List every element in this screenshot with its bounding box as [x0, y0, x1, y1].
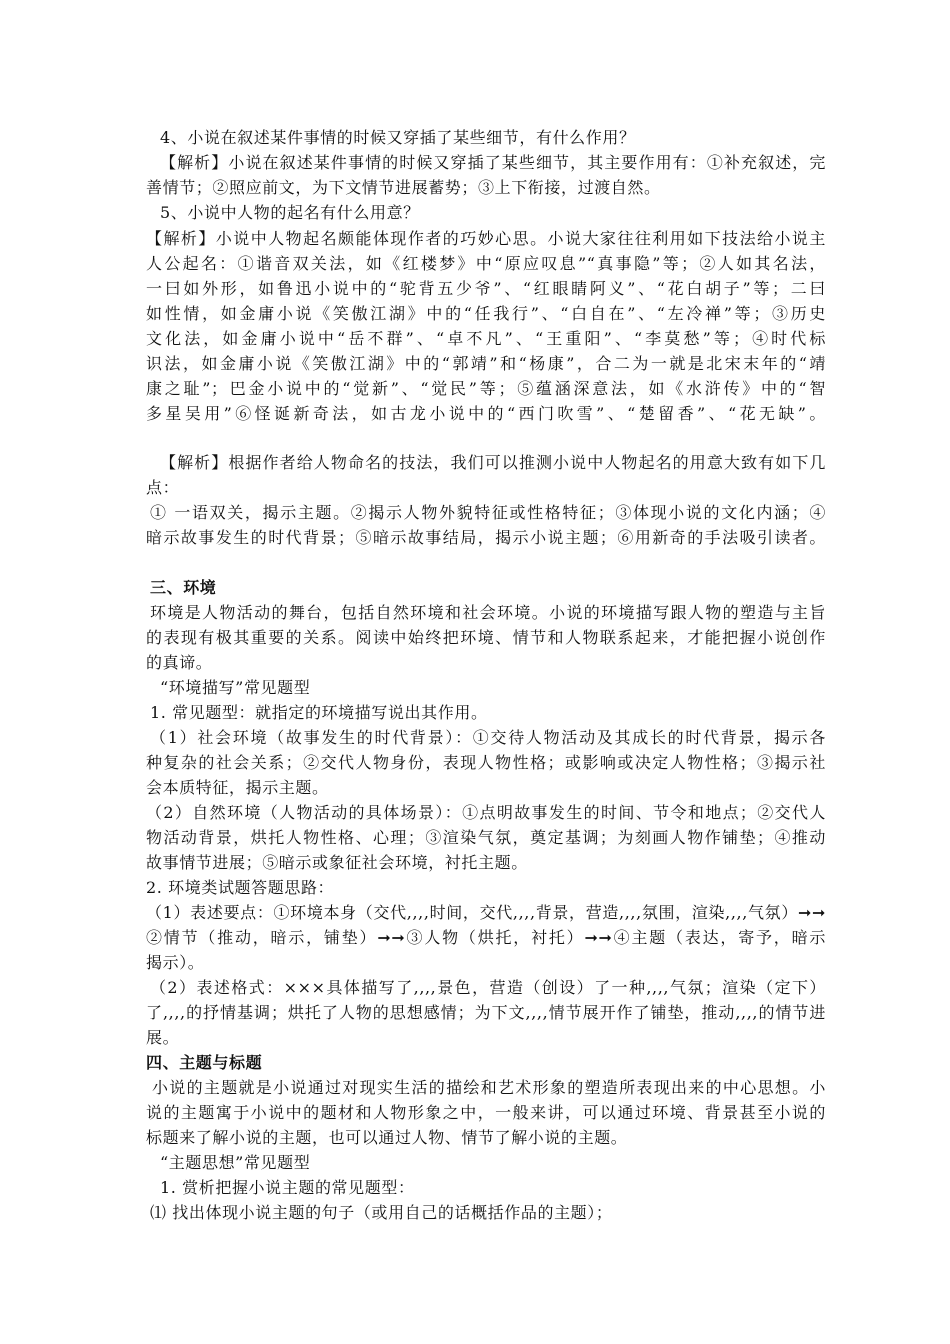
environment-item-1: 1. 常见题型：就指定的环境描写说出其作用。 [150, 703, 488, 722]
question-5: 5、小说中人物的起名有什么用意？ [160, 203, 420, 222]
answer-points-line-3: 揭示）。 [146, 953, 205, 972]
natural-environment-line-2: 物活动背景，烘托人物性格、心理；③渲染气氛，奠定基调；为刻画人物作铺垫；④推动 [146, 828, 826, 847]
environment-item-2: 2. 环境类试题答题思路： [146, 878, 335, 897]
answer-format-line-1: （2）表述格式：×××具体描写了,,,,景色，营造（创设）了一种,,,,气氛；渲染（定下） [150, 978, 826, 997]
theme-question-type-heading: “主题思想”常见题型 [160, 1153, 311, 1172]
environment-para-line-2: 的表现有极其重要的关系。阅读中始终把环境、情节和人物联系起来，才能把握小说创作 [146, 628, 826, 647]
analysis-6-line-3: ① 一语双关，揭示主题。②揭示人物外貌特征或性格特征；③体现小说的文化内涵；④ [150, 503, 826, 522]
answer-points-line-1: （1）表述要点：①环境本身（交代,,,,时间，交代,,,,背景，营造,,,,氛围，渲染,,,,气氛）➞➞ [146, 903, 826, 922]
environment-para-line-3: 的真谛。 [146, 653, 213, 672]
environment-question-type-heading: “环境描写”常见题型 [160, 678, 311, 697]
analysis-5-line-2: 人公起名：①谐音双关法，如《红楼梦》中“原应叹息”“真事隐”等；②人如其名法， [146, 254, 826, 273]
theme-para-line-2: 说的主题寓于小说中的题材和人物形象之中，一般来讲，可以通过环境、背景甚至小说的 [146, 1103, 826, 1122]
social-environment-line-2: 种复杂的社会关系；②交代人物身份，表现人物性格；或影响或决定人物性格；③揭示社 [146, 753, 826, 772]
analysis-5-line-4: 如性情，如金庸小说《笑傲江湖》中的“任我行”、“白自在”、“左冷禅”等；③历史 [146, 304, 826, 323]
theme-para-line-1: 小说的主题就是小说通过对现实生活的描绘和艺术形象的塑造所表现出来的中心思想。小 [152, 1078, 826, 1097]
section-heading-theme: 四、主题与标题 [146, 1053, 263, 1072]
social-environment-line-1: （1）社会环境（故事发生的时代背景）：①交待人物活动及其成长的时代背景，揭示各 [150, 728, 826, 747]
analysis-5-line-3: 一曰如外形，如鲁迅小说中的“驼背五少爷”、“红眼睛阿义”、“花白胡子”等；二曰 [146, 279, 826, 298]
analysis-5-line-7: 康之耻”；巴金小说中的“觉新”、“觉民”等；⑤蕴涵深意法，如《水浒传》中的“智 [146, 379, 826, 398]
analysis-4-line-1: 【解析】小说在叙述某件事情的时候又穿插了某些细节，其主要作用有：①补充叙述，完 [160, 153, 826, 172]
analysis-5-line-8: 多星吴用”⑥怪诞新奇法，如古龙小说中的“西门吹雪”、“楚留香”、“花无缺”。 [146, 404, 826, 423]
answer-format-line-2: 了,,,,的抒情基调；烘托了人物的思想感情；为下文,,,,情节展开作了铺垫，推动,,,,的情节进 [146, 1003, 826, 1022]
analysis-4-line-2: 善情节；②照应前文，为下文情节进展蓄势；③上下衔接，过渡自然。 [146, 178, 661, 197]
theme-item-1-sub-1: ⑴ 找出体现小说主题的句子（或用自己的话概括作品的主题）； [150, 1203, 613, 1222]
analysis-6-line-4: 暗示故事发生的时代背景；⑤暗示故事结局，揭示小说主题；⑥用新奇的手法吸引读者。 [146, 528, 826, 547]
analysis-5-line-1: 【解析】小说中人物起名颇能体现作者的巧妙心思。小说大家往往利用如下技法给小说主 [146, 229, 826, 248]
analysis-5-line-6: 识法，如金庸小说《笑傲江湖》中的“郭靖”和“杨康”，合二为一就是北宋末年的“靖 [146, 354, 826, 373]
analysis-6-line-2: 点： [146, 478, 180, 497]
theme-item-1: 1. 赏析把握小说主题的常见题型： [160, 1178, 415, 1197]
environment-para-line-1: 环境是人物活动的舞台，包括自然环境和社会环境。小说的环境描写跟人物的塑造与主旨 [150, 603, 826, 622]
natural-environment-line-3: 故事情节进展；⑤暗示或象征社会环境，衬托主题。 [146, 853, 528, 872]
analysis-6-line-1: 【解析】根据作者给人物命名的技法，我们可以推测小说中人物起名的用意大致有如下几 [160, 453, 826, 472]
social-environment-line-3: 会本质特征，揭示主题。 [146, 778, 329, 797]
section-heading-environment: 三、环境 [150, 578, 217, 597]
answer-format-line-3: 展。 [146, 1028, 180, 1047]
analysis-5-line-5: 文化法，如金庸小说中“岳不群”、“卓不凡”、“王重阳”、“李莫愁”等；④时代标 [146, 329, 826, 348]
theme-para-line-3: 标题来了解小说的主题，也可以通过人物、情节了解小说的主题。 [146, 1128, 628, 1147]
natural-environment-line-1: （2）自然环境（人物活动的具体场景）：①点明故事发生的时间、节令和地点；②交代人 [146, 803, 826, 822]
question-4: 4、小说在叙述某件事情的时候又穿插了某些细节，有什么作用？ [160, 128, 636, 147]
answer-points-line-2: ②情节（推动，暗示，铺垫）➞➞③人物（烘托，衬托）➞➞④主题（表达，寄予，暗示 [146, 928, 826, 947]
